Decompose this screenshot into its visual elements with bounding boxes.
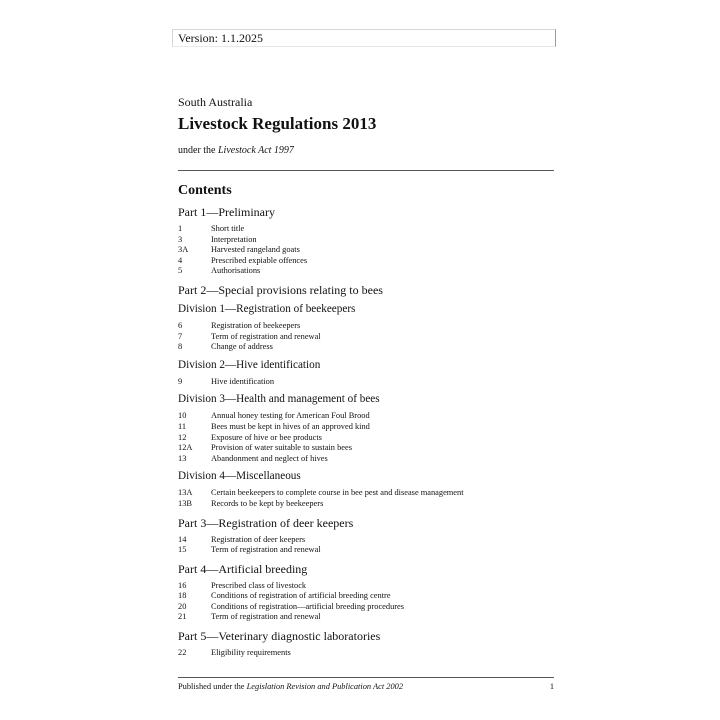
toc-entry-number: 10 xyxy=(178,411,187,421)
footer-divider xyxy=(178,677,554,678)
toc-entry-group xyxy=(178,411,554,469)
toc-entry[interactable] xyxy=(178,245,554,256)
toc-entry[interactable] xyxy=(178,342,554,353)
footer-act-name: Legislation Revision and Publication Act 2002 xyxy=(246,682,404,691)
page-number: 1 xyxy=(549,682,554,691)
toc-entry-number: 13B xyxy=(178,498,192,508)
toc-entry-group xyxy=(178,488,554,514)
toc-entry-number: 6 xyxy=(178,320,183,330)
toc-entry[interactable] xyxy=(178,321,554,332)
jurisdiction-label: South Australia xyxy=(178,95,253,109)
toc-entry-number: 15 xyxy=(178,545,187,555)
toc-entry[interactable] xyxy=(178,443,554,454)
toc-entry[interactable] xyxy=(178,224,554,235)
toc-entry-number: 7 xyxy=(178,331,183,341)
toc-entry-number: 13A xyxy=(178,488,193,498)
toc-entry-title: Prescribed class of livestock xyxy=(211,580,307,590)
toc-entry-title: Conditions of registration of artificial breeding centre xyxy=(211,591,391,601)
toc-entry-title: Certain beekeepers to complete course in bee pest and disease management xyxy=(211,488,464,498)
toc-entry-title: Short title xyxy=(211,224,245,233)
toc-entry-title: Term of registration and renewal xyxy=(211,331,321,341)
title-divider xyxy=(178,170,554,171)
toc-entry-number: 8 xyxy=(178,342,183,352)
toc-entry-number: 3A xyxy=(178,245,189,255)
toc-entry-number: 5 xyxy=(178,266,183,276)
document-page xyxy=(178,0,554,720)
toc-entry-title: Change of address xyxy=(211,342,273,352)
toc-part-heading[interactable]: Part 2—Special provisions relating to bees xyxy=(178,282,383,297)
toc-entry-number: 20 xyxy=(178,601,187,611)
toc-entry-title: Term of registration and renewal xyxy=(211,612,321,622)
toc-entry[interactable] xyxy=(178,266,554,277)
enabling-act-prefix: under the xyxy=(178,145,218,156)
toc-entry-title: Records to be kept by beekeepers xyxy=(211,498,324,508)
toc-entry-title: Registration of deer keepers xyxy=(211,534,306,544)
toc-entry-group xyxy=(178,224,554,282)
toc-entry-title: Hive identification xyxy=(211,376,275,386)
toc-division-heading[interactable]: Division 1—Registration of beekeepers xyxy=(178,302,356,315)
toc-division-heading[interactable]: Division 2—Hive identification xyxy=(178,358,321,371)
toc-entry-group xyxy=(178,377,554,393)
version-label: Version: 1.1.2025 xyxy=(178,31,263,45)
toc-entry[interactable] xyxy=(178,332,554,343)
toc-entry[interactable] xyxy=(178,499,554,510)
toc-entry[interactable] xyxy=(178,454,554,465)
footer-prefix: Published under the xyxy=(178,682,247,691)
toc-entry[interactable] xyxy=(178,488,554,499)
toc-entry[interactable] xyxy=(178,591,554,602)
toc-entry-title: Interpretation xyxy=(211,234,257,244)
toc-entry[interactable] xyxy=(178,377,554,388)
toc-entry[interactable] xyxy=(178,612,554,623)
toc-entry-title: Authorisations xyxy=(211,266,261,276)
toc-entry[interactable] xyxy=(178,256,554,267)
toc-entry[interactable] xyxy=(178,545,554,556)
toc-entry[interactable] xyxy=(178,422,554,433)
toc-entry-number: 14 xyxy=(178,534,187,544)
toc-entry-number: 12 xyxy=(178,432,187,442)
toc-entry-title: Conditions of registration—artificial breeding procedures xyxy=(211,601,405,611)
toc-entry-number: 18 xyxy=(178,591,187,601)
toc-entry-number: 3 xyxy=(178,234,183,244)
toc-part-heading[interactable]: Part 3—Registration of deer keepers xyxy=(178,515,354,530)
toc-entry-group xyxy=(178,535,554,561)
toc-entry-number: 22 xyxy=(178,648,187,658)
table-of-contents xyxy=(178,204,554,664)
toc-entry-number: 13 xyxy=(178,453,187,463)
toc-entry-number: 11 xyxy=(178,421,187,431)
enabling-act-line xyxy=(178,144,294,157)
toc-entry[interactable] xyxy=(178,235,554,246)
toc-entry-title: Prescribed expiable offences xyxy=(211,255,308,265)
toc-part-heading[interactable]: Part 5—Veterinary diagnostic laboratories xyxy=(178,629,381,644)
toc-entry[interactable] xyxy=(178,581,554,592)
toc-entry-number: 12A xyxy=(178,443,193,453)
contents-heading: Contents xyxy=(178,183,232,198)
toc-entry-group xyxy=(178,648,554,664)
toc-entry-number: 16 xyxy=(178,580,187,590)
toc-entry-number: 4 xyxy=(178,255,183,265)
toc-entry-title: Annual honey testing for American Foul Brood xyxy=(211,411,370,421)
toc-entry-title: Exposure of hive or bee products xyxy=(211,432,322,442)
toc-entry-title: Term of registration and renewal xyxy=(211,545,321,555)
toc-entry-title: Harvested rangeland goats xyxy=(211,245,300,255)
toc-division-heading[interactable]: Division 4—Miscellaneous xyxy=(178,470,301,483)
toc-entry-number: 21 xyxy=(178,612,187,622)
toc-entry-number: 9 xyxy=(178,376,183,386)
toc-entry-title: Registration of beekeepers xyxy=(211,320,301,330)
toc-part-heading[interactable]: Part 4—Artificial breeding xyxy=(178,561,308,576)
toc-part-heading[interactable]: Part 1—Preliminary xyxy=(178,205,275,219)
toc-entry-title: Bees must be kept in hives of an approved kind xyxy=(211,421,370,431)
toc-entry-title: Eligibility requirements xyxy=(211,648,291,658)
toc-entry-number: 1 xyxy=(178,224,183,233)
toc-entry-title: Abandonment and neglect of hives xyxy=(211,453,328,463)
toc-division-heading[interactable]: Division 3—Health and management of bees xyxy=(178,393,380,406)
toc-entry-group xyxy=(178,321,554,358)
toc-entry[interactable] xyxy=(178,535,554,546)
toc-entry[interactable] xyxy=(178,602,554,613)
enabling-act-name: Livestock Act 1997 xyxy=(218,145,294,156)
toc-entry[interactable] xyxy=(178,433,554,444)
version-header-box xyxy=(172,29,556,47)
toc-entry-group xyxy=(178,581,554,628)
toc-entry[interactable] xyxy=(178,648,554,659)
footer-publication-note xyxy=(178,681,403,692)
document-title: Livestock Regulations 2013 xyxy=(178,114,377,133)
toc-entry-title: Provision of water suitable to sustain bees xyxy=(211,443,352,453)
toc-entry[interactable] xyxy=(178,411,554,422)
